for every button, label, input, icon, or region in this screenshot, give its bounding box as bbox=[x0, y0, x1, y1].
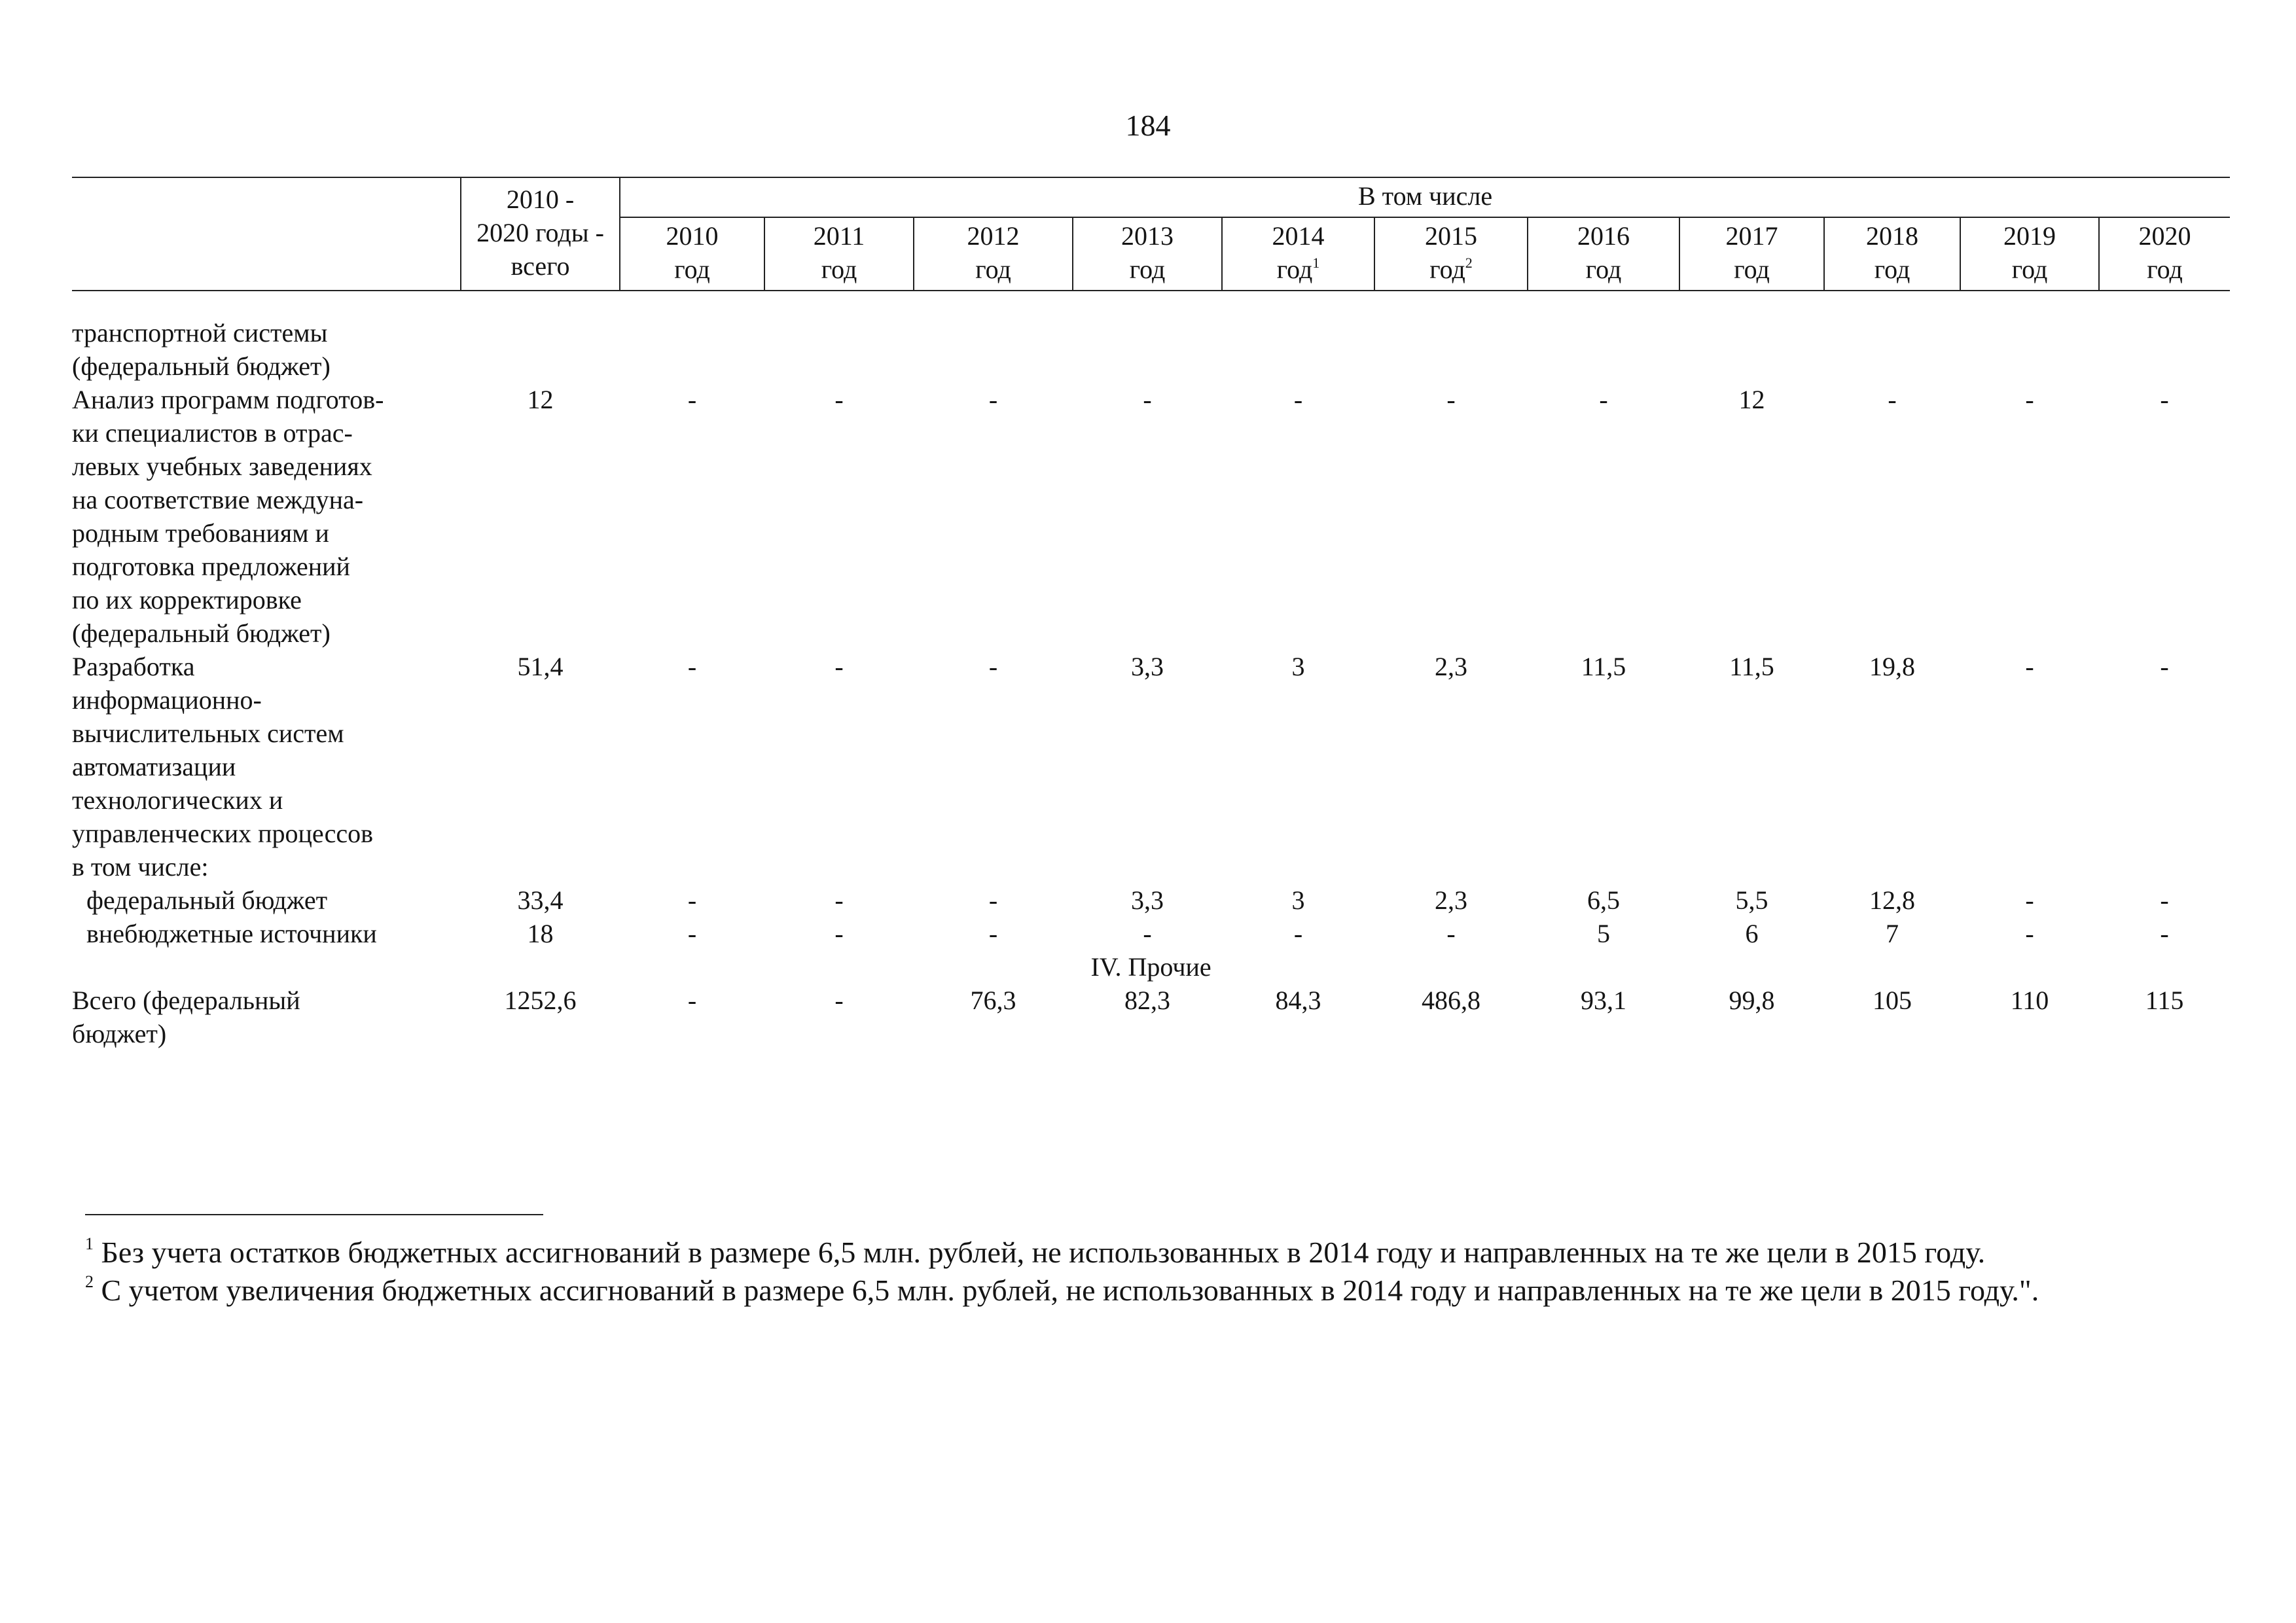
budget-table bbox=[72, 177, 2230, 1050]
cell-value: 99,8 bbox=[1729, 986, 1775, 1015]
cell-value: - bbox=[1599, 385, 1608, 414]
cell-value: - bbox=[687, 652, 697, 681]
cell-value: 12,8 bbox=[1869, 885, 1915, 915]
cell-value: 12 bbox=[1738, 385, 1765, 414]
cell-value: 5 bbox=[1597, 919, 1610, 948]
cell-value: - bbox=[1888, 385, 1897, 414]
cell-value bbox=[620, 850, 764, 883]
header-year: 2020 год bbox=[2099, 217, 2230, 291]
table-row bbox=[72, 917, 2230, 950]
cell-value: 6 bbox=[1745, 919, 1759, 948]
cell-value: 19,8 bbox=[1869, 652, 1915, 681]
cell-value: - bbox=[1143, 919, 1152, 948]
cell-value bbox=[914, 850, 1073, 883]
cell-value bbox=[1374, 850, 1528, 883]
cell-total: 12 bbox=[527, 385, 554, 414]
cell-value: - bbox=[834, 986, 844, 1015]
cell-value: 2,3 bbox=[1435, 885, 1467, 915]
table-row bbox=[72, 850, 2230, 883]
cell-total: 33,4 bbox=[517, 885, 564, 915]
cell-value bbox=[1824, 316, 1960, 383]
section-title: IV. Прочие bbox=[1090, 952, 1211, 982]
cell-value: 105 bbox=[1873, 986, 1912, 1015]
row-name: Анализ программ подготов- ки специалистов в отрас- левых учебных заведениях на соответствие междуна- родным требованиям и подготовка предложений по их корректировке (федеральный бюджет) bbox=[72, 385, 384, 648]
cell-value bbox=[764, 850, 914, 883]
table-row bbox=[72, 984, 2230, 1050]
cell-value bbox=[1222, 850, 1374, 883]
footnote-1: $^1$ Без учета остатков бюджетных ассигнований в размере 6,5 млн. рублей, не использованных в 2014 году и направленных на те же цели в 2015 году. bbox=[85, 1234, 1986, 1269]
cell-value bbox=[1960, 316, 2099, 383]
cell-value: 3,3 bbox=[1131, 652, 1164, 681]
header-year: 2018 год bbox=[1824, 217, 1960, 291]
footnote-mark: 2 bbox=[1465, 255, 1473, 271]
footnote-2: $^2$ С учетом увеличения бюджетных ассигнований в размере 6,5 млн. рублей, не использованных в 2014 году и направленных на те же цели в 2015 году.". bbox=[85, 1272, 2039, 1307]
footnote-divider bbox=[85, 1214, 543, 1215]
header-year: 2011 год bbox=[764, 217, 914, 291]
table-row bbox=[72, 650, 2230, 850]
cell-value bbox=[1374, 316, 1528, 383]
cell-value: - bbox=[988, 385, 998, 414]
cell-value bbox=[764, 316, 914, 383]
row-name: Всего (федеральный бюджет) bbox=[72, 986, 300, 1048]
cell-value: 93,1 bbox=[1581, 986, 1626, 1015]
cell-value: 486,8 bbox=[1422, 986, 1480, 1015]
table-row bbox=[72, 383, 2230, 650]
header-year: 2019 год bbox=[1960, 217, 2099, 291]
cell-value: - bbox=[2025, 919, 2034, 948]
cell-value: 3 bbox=[1291, 885, 1305, 915]
cell-value: 115 bbox=[2145, 986, 2184, 1015]
header-year: 2015 год$^2$ bbox=[1374, 217, 1528, 291]
row-name: федеральный бюджет bbox=[86, 885, 328, 915]
section-row bbox=[72, 950, 2230, 984]
cell-total: 51,4 bbox=[517, 652, 564, 681]
cell-value: 6,5 bbox=[1587, 885, 1620, 915]
cell-value: 7 bbox=[1886, 919, 1899, 948]
cell-total bbox=[461, 316, 620, 383]
cell-value bbox=[914, 316, 1073, 383]
cell-total: 18 bbox=[527, 919, 554, 948]
cell-value bbox=[1073, 850, 1222, 883]
page-number: 184 bbox=[1125, 109, 1171, 142]
cell-value: - bbox=[2160, 885, 2169, 915]
cell-value: - bbox=[1293, 919, 1303, 948]
cell-value: - bbox=[687, 385, 697, 414]
table-header bbox=[72, 177, 2230, 291]
cell-value bbox=[1679, 850, 1824, 883]
header-year: 2013 год bbox=[1073, 217, 1222, 291]
cell-value: 82,3 bbox=[1124, 986, 1170, 1015]
cell-value: 76,3 bbox=[970, 986, 1016, 1015]
cell-value: - bbox=[834, 385, 844, 414]
header-year: 2010 год bbox=[620, 217, 764, 291]
cell-value: - bbox=[687, 885, 697, 915]
cell-value: - bbox=[687, 986, 697, 1015]
header-year: 2017 год bbox=[1679, 217, 1824, 291]
cell-value: 11,5 bbox=[1581, 652, 1626, 681]
cell-value bbox=[1960, 850, 2099, 883]
footnotes bbox=[85, 1234, 2230, 1310]
cell-value: - bbox=[1446, 919, 1456, 948]
cell-value: - bbox=[834, 652, 844, 681]
header-total-column: 2010 - 2020 годы - всего bbox=[461, 177, 620, 291]
row-name: внебюджетные источники bbox=[86, 919, 377, 948]
cell-value: 2,3 bbox=[1435, 652, 1467, 681]
cell-value: - bbox=[988, 919, 998, 948]
cell-value: - bbox=[2160, 385, 2169, 414]
cell-value bbox=[2099, 316, 2230, 383]
header-year: 2012 год bbox=[914, 217, 1073, 291]
header-year: 2016 год bbox=[1528, 217, 1679, 291]
table-body bbox=[72, 291, 2230, 1050]
cell-value: - bbox=[834, 919, 844, 948]
cell-value: - bbox=[2025, 652, 2034, 681]
cell-value: - bbox=[2025, 385, 2034, 414]
cell-total: 1252,6 bbox=[504, 986, 577, 1015]
cell-value: 5,5 bbox=[1735, 885, 1768, 915]
cell-value: - bbox=[1143, 385, 1152, 414]
cell-value bbox=[620, 316, 764, 383]
cell-value: - bbox=[2025, 885, 2034, 915]
table-row bbox=[72, 883, 2230, 917]
cell-value bbox=[1824, 850, 1960, 883]
cell-value bbox=[1222, 316, 1374, 383]
cell-value: - bbox=[687, 919, 697, 948]
cell-total bbox=[461, 850, 620, 883]
cell-value bbox=[1073, 316, 1222, 383]
header-year: 2014 год$^1$ bbox=[1222, 217, 1374, 291]
cell-value: - bbox=[988, 652, 998, 681]
cell-value: 110 bbox=[2010, 986, 2049, 1015]
cell-value: - bbox=[834, 885, 844, 915]
cell-value bbox=[1528, 316, 1679, 383]
cell-value: - bbox=[1446, 385, 1456, 414]
cell-value: - bbox=[1293, 385, 1303, 414]
table-row bbox=[72, 316, 2230, 383]
row-name: в том числе: bbox=[72, 852, 209, 882]
cell-value: 84,3 bbox=[1275, 986, 1321, 1015]
row-name: Разработка информационно- вычислительных систем автоматизации технологических и управленческих процессов bbox=[72, 652, 374, 848]
cell-value: 3 bbox=[1291, 652, 1305, 681]
footnote-mark: 1 bbox=[1312, 255, 1320, 271]
cell-value bbox=[2099, 850, 2230, 883]
cell-value: 3,3 bbox=[1131, 885, 1164, 915]
cell-value: 11,5 bbox=[1729, 652, 1774, 681]
header-name-column bbox=[72, 177, 461, 291]
cell-value: - bbox=[988, 885, 998, 915]
cell-value bbox=[1528, 850, 1679, 883]
header-including: В том числе bbox=[620, 177, 2230, 217]
cell-value: - bbox=[2160, 919, 2169, 948]
row-name: транспортной системы (федеральный бюджет) bbox=[72, 318, 331, 381]
cell-value: - bbox=[2160, 652, 2169, 681]
cell-value bbox=[1679, 316, 1824, 383]
